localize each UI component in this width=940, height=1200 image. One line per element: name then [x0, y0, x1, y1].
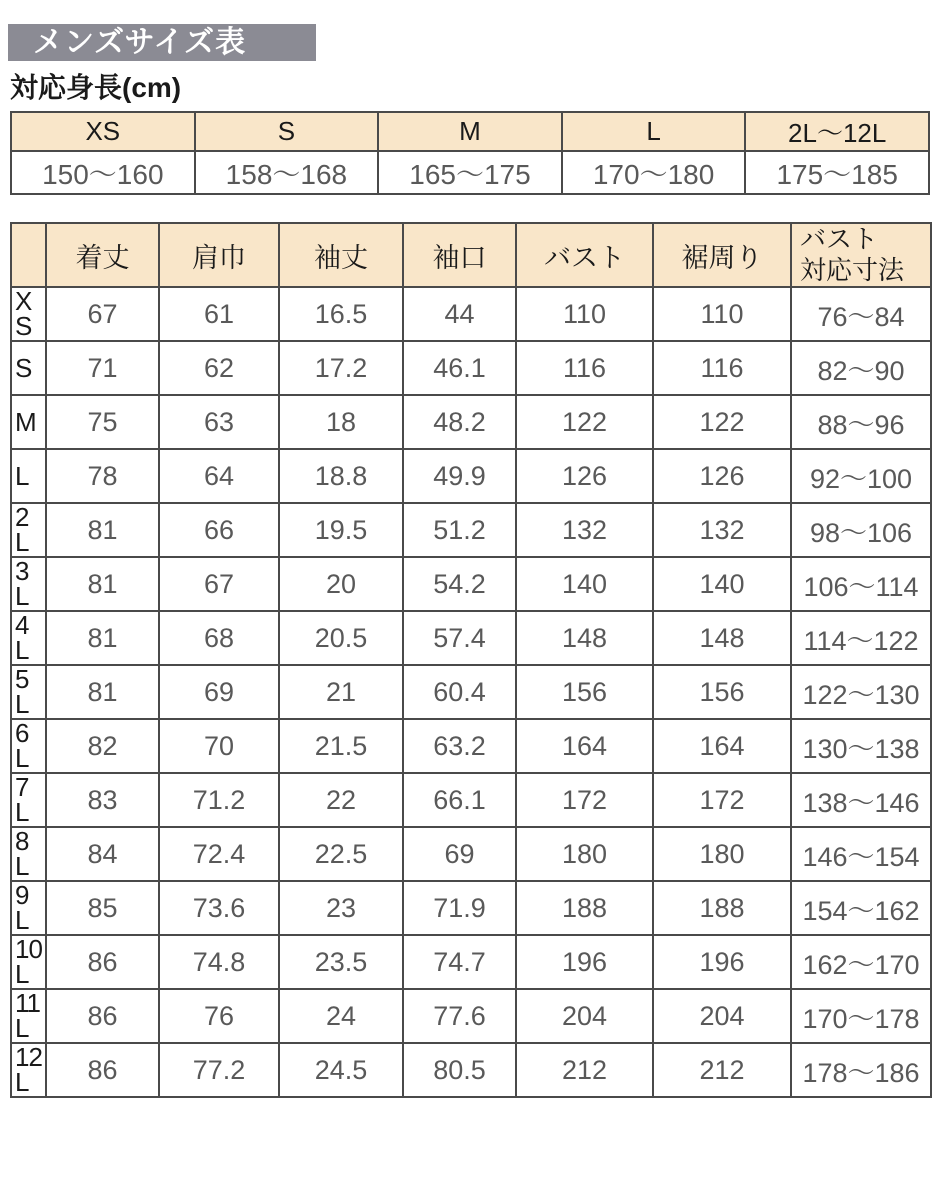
size-value-cell: 74.8: [159, 935, 279, 989]
size-value-cell: 69: [403, 827, 516, 881]
size-label-6l: 6 L: [11, 719, 46, 773]
size-value-cell: 21.5: [279, 719, 403, 773]
size-table-body: [11, 287, 931, 1097]
size-value-cell: 71.9: [403, 881, 516, 935]
col-header-bust: バスト: [516, 223, 653, 287]
size-value-cell: 164: [516, 719, 653, 773]
height-col-header: 2L〜12L: [745, 112, 929, 151]
size-value-cell: 162〜170: [791, 935, 931, 989]
table-row: [11, 611, 931, 665]
size-value-cell: 57.4: [403, 611, 516, 665]
size-value-cell: 86: [46, 935, 159, 989]
size-value-cell: 17.2: [279, 341, 403, 395]
size-value-cell: 188: [516, 881, 653, 935]
height-range-cell: 170〜180: [562, 151, 746, 194]
size-value-cell: 180: [516, 827, 653, 881]
size-value-cell: 86: [46, 989, 159, 1043]
size-value-cell: 188: [653, 881, 791, 935]
size-value-cell: 73.6: [159, 881, 279, 935]
size-value-cell: 140: [653, 557, 791, 611]
size-value-cell: 72.4: [159, 827, 279, 881]
height-range-cell: 165〜175: [378, 151, 562, 194]
size-value-cell: 75: [46, 395, 159, 449]
size-value-cell: 212: [653, 1043, 791, 1097]
size-value-cell: 86: [46, 1043, 159, 1097]
size-value-cell: 83: [46, 773, 159, 827]
size-value-cell: 24.5: [279, 1043, 403, 1097]
size-value-cell: 76: [159, 989, 279, 1043]
size-value-cell: 138〜146: [791, 773, 931, 827]
size-value-cell: 140: [516, 557, 653, 611]
size-value-cell: 68: [159, 611, 279, 665]
table-row: [11, 719, 931, 773]
col-header-cuff: 袖口: [403, 223, 516, 287]
size-value-cell: 130〜138: [791, 719, 931, 773]
size-value-cell: 126: [653, 449, 791, 503]
size-value-cell: 24: [279, 989, 403, 1043]
size-value-cell: 21: [279, 665, 403, 719]
height-table-header-row: [11, 112, 929, 151]
size-value-cell: 64: [159, 449, 279, 503]
size-label-4l: 4 L: [11, 611, 46, 665]
size-value-cell: 19.5: [279, 503, 403, 557]
col-header-bust-range: [791, 223, 931, 287]
size-label-7l: 7 L: [11, 773, 46, 827]
size-value-cell: 66: [159, 503, 279, 557]
size-label-l: L: [11, 449, 46, 503]
size-value-cell: 44: [403, 287, 516, 341]
size-value-cell: 81: [46, 611, 159, 665]
size-value-cell: 116: [653, 341, 791, 395]
height-col-header: L: [562, 112, 746, 151]
size-value-cell: 69: [159, 665, 279, 719]
size-value-cell: 23.5: [279, 935, 403, 989]
size-value-cell: 71: [46, 341, 159, 395]
size-table-header-row: [11, 223, 931, 287]
size-value-cell: 78: [46, 449, 159, 503]
size-value-cell: 67: [159, 557, 279, 611]
size-value-cell: 22.5: [279, 827, 403, 881]
size-value-cell: 63: [159, 395, 279, 449]
size-value-cell: 20.5: [279, 611, 403, 665]
height-col-header: S: [195, 112, 379, 151]
size-value-cell: 81: [46, 665, 159, 719]
size-label-12l: 12 L: [11, 1043, 46, 1097]
height-range-cell: 150〜160: [11, 151, 195, 194]
size-value-cell: 148: [653, 611, 791, 665]
size-value-cell: 74.7: [403, 935, 516, 989]
size-value-cell: 16.5: [279, 287, 403, 341]
size-value-cell: 67: [46, 287, 159, 341]
size-value-cell: 49.9: [403, 449, 516, 503]
size-value-cell: 77.2: [159, 1043, 279, 1097]
size-value-cell: 22: [279, 773, 403, 827]
col-header-bust-range-line1: バスト: [800, 224, 879, 255]
table-row: [11, 287, 931, 341]
size-value-cell: 148: [516, 611, 653, 665]
size-table: [10, 222, 932, 1098]
size-value-cell: 196: [516, 935, 653, 989]
size-value-cell: 98〜106: [791, 503, 931, 557]
size-value-cell: 71.2: [159, 773, 279, 827]
size-label-xs: X S: [11, 287, 46, 341]
size-value-cell: 114〜122: [791, 611, 931, 665]
size-value-cell: 204: [516, 989, 653, 1043]
table-row: [11, 395, 931, 449]
table-row: [11, 827, 931, 881]
size-label-m: M: [11, 395, 46, 449]
size-value-cell: 180: [653, 827, 791, 881]
size-value-cell: 84: [46, 827, 159, 881]
table-row: [11, 989, 931, 1043]
size-value-cell: 46.1: [403, 341, 516, 395]
col-header-body-length: 着丈: [46, 223, 159, 287]
size-value-cell: 85: [46, 881, 159, 935]
size-value-cell: 110: [653, 287, 791, 341]
col-header-hem: 裾周り: [653, 223, 791, 287]
table-row: [11, 665, 931, 719]
size-value-cell: 132: [516, 503, 653, 557]
height-table: [10, 111, 930, 195]
size-value-cell: 20: [279, 557, 403, 611]
size-value-cell: 172: [516, 773, 653, 827]
size-value-cell: 106〜114: [791, 557, 931, 611]
table-row: [11, 1043, 931, 1097]
col-header-shoulder-width: 肩巾: [159, 223, 279, 287]
size-value-cell: 164: [653, 719, 791, 773]
col-header-bust-range-line2: 対応寸法: [800, 255, 905, 285]
size-value-cell: 122〜130: [791, 665, 931, 719]
table-row: [11, 557, 931, 611]
height-col-header: XS: [11, 112, 195, 151]
table-row: [11, 449, 931, 503]
size-label-2l: 2 L: [11, 503, 46, 557]
size-value-cell: 92〜100: [791, 449, 931, 503]
size-label-11l: 11 L: [11, 989, 46, 1043]
table-row: [11, 881, 931, 935]
size-value-cell: 77.6: [403, 989, 516, 1043]
size-value-cell: 156: [516, 665, 653, 719]
size-value-cell: 63.2: [403, 719, 516, 773]
page-title: メンズサイズ表: [8, 24, 316, 61]
size-value-cell: 80.5: [403, 1043, 516, 1097]
size-value-cell: 132: [653, 503, 791, 557]
height-range-cell: 158〜168: [195, 151, 379, 194]
table-row: [11, 503, 931, 557]
corner-cell: [11, 223, 46, 287]
size-value-cell: 116: [516, 341, 653, 395]
height-range-cell: 175〜185: [745, 151, 929, 194]
size-value-cell: 51.2: [403, 503, 516, 557]
size-value-cell: 66.1: [403, 773, 516, 827]
size-value-cell: 122: [516, 395, 653, 449]
size-value-cell: 204: [653, 989, 791, 1043]
size-value-cell: 154〜162: [791, 881, 931, 935]
size-value-cell: 110: [516, 287, 653, 341]
table-row: [11, 773, 931, 827]
size-value-cell: 76〜84: [791, 287, 931, 341]
size-value-cell: 82: [46, 719, 159, 773]
height-section-label: 対応身長(cm): [10, 72, 182, 103]
col-header-sleeve-length: 袖丈: [279, 223, 403, 287]
size-label-5l: 5 L: [11, 665, 46, 719]
size-value-cell: 196: [653, 935, 791, 989]
table-row: [11, 341, 931, 395]
size-value-cell: 61: [159, 287, 279, 341]
size-value-cell: 18.8: [279, 449, 403, 503]
size-value-cell: 60.4: [403, 665, 516, 719]
size-value-cell: 48.2: [403, 395, 516, 449]
size-value-cell: 23: [279, 881, 403, 935]
size-value-cell: 82〜90: [791, 341, 931, 395]
size-value-cell: 54.2: [403, 557, 516, 611]
size-value-cell: 178〜186: [791, 1043, 931, 1097]
table-row: [11, 935, 931, 989]
size-value-cell: 146〜154: [791, 827, 931, 881]
height-table-value-row: [11, 151, 929, 194]
size-value-cell: 62: [159, 341, 279, 395]
size-value-cell: 122: [653, 395, 791, 449]
size-value-cell: 70: [159, 719, 279, 773]
size-value-cell: 172: [653, 773, 791, 827]
size-value-cell: 81: [46, 503, 159, 557]
size-value-cell: 212: [516, 1043, 653, 1097]
size-label-10l: 10 L: [11, 935, 46, 989]
size-label-9l: 9 L: [11, 881, 46, 935]
size-value-cell: 81: [46, 557, 159, 611]
size-value-cell: 170〜178: [791, 989, 931, 1043]
height-col-header: M: [378, 112, 562, 151]
size-value-cell: 126: [516, 449, 653, 503]
size-label-s: S: [11, 341, 46, 395]
size-value-cell: 88〜96: [791, 395, 931, 449]
size-value-cell: 156: [653, 665, 791, 719]
size-value-cell: 18: [279, 395, 403, 449]
size-label-3l: 3 L: [11, 557, 46, 611]
size-label-8l: 8 L: [11, 827, 46, 881]
